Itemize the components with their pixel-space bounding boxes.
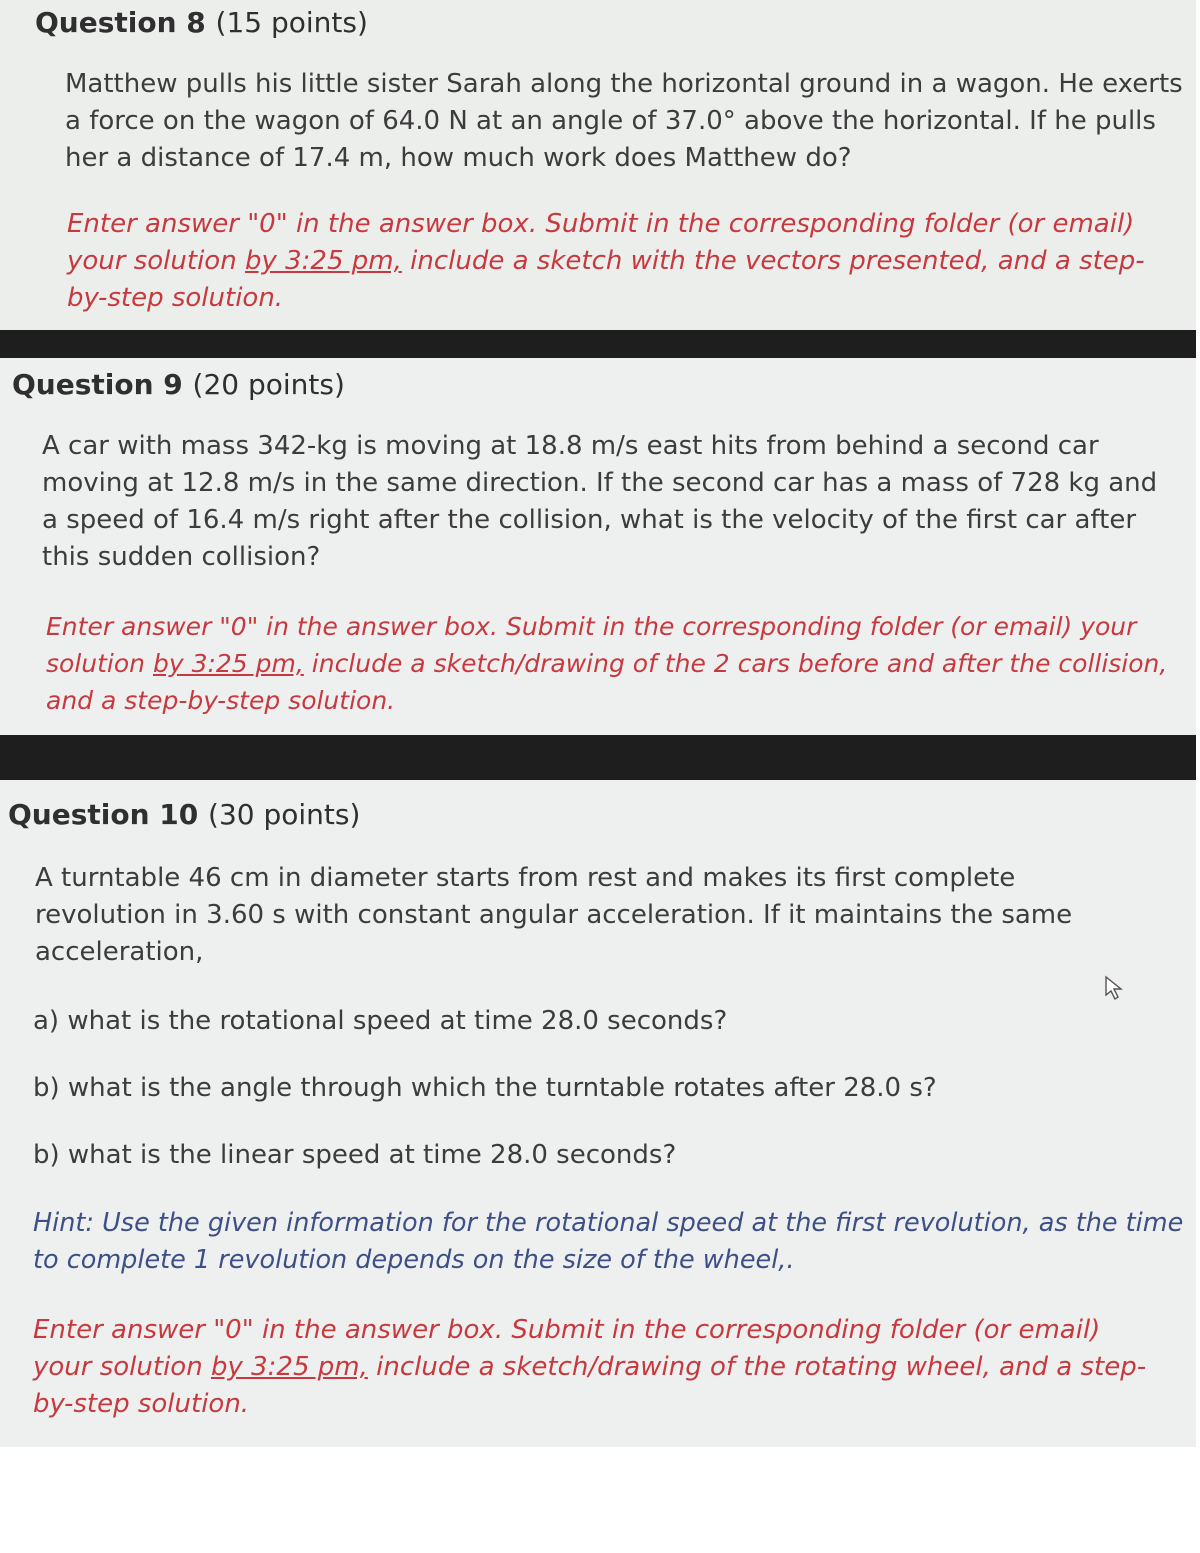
instructions-text-end: include a sketch with the vectors presented, and a step-by-step solution. bbox=[67, 246, 1145, 313]
instructions-text: Enter answer "0" in the answer box. Submit in the corresponding folder (or email) your solution bbox=[46, 612, 1137, 678]
question-10-hint: Hint: Use the given information for the rotational speed at the first revolution, as the time to complete 1 revolution depends on the size of the wheel,. bbox=[33, 1208, 1184, 1275]
deadline-text: by 3:25 pm, bbox=[210, 1352, 368, 1382]
deadline-text: by 3:25 pm, bbox=[152, 649, 304, 678]
question-9-heading bbox=[12, 368, 345, 401]
question-8-panel bbox=[0, 0, 1196, 330]
separator-bar bbox=[0, 330, 1196, 358]
question-10-heading bbox=[8, 798, 360, 831]
question-9-title: Question 9 bbox=[12, 368, 183, 401]
question-10-title: Question 10 bbox=[8, 798, 199, 831]
question-9-panel bbox=[0, 358, 1196, 735]
question-8-heading bbox=[35, 6, 368, 39]
question-9-text: A car with mass 342-kg is moving at 18.8 m/s east hits from behind a second car moving at 12.8 m/s in the same direction. If the second car has a mass of 728 kg and a speed of 16.4 m/s right after the collision, what is the velocity of the first car after this sudden collision? bbox=[42, 431, 1158, 572]
mouse-pointer-icon bbox=[1103, 975, 1125, 1001]
question-9-instructions bbox=[46, 608, 1196, 719]
question-10-text: A turntable 46 cm in diameter starts from rest and makes its first complete revolution in 3.60 s with constant angular acceleration. If it maintains the same acceleration, bbox=[35, 863, 1073, 967]
question-8-text: Matthew pulls his little sister Sarah along the horizontal ground in a wagon. He exerts a force on the wagon of 64.0 N at an angle of 37.0° above the horizontal. If he pulls her a distance of 17.4 m, how much work does Matthew do? bbox=[65, 69, 1183, 173]
question-8-title: Question 8 bbox=[35, 6, 206, 39]
question-10-instructions bbox=[33, 1312, 1153, 1423]
instructions-text: Enter answer "0" in the answer box. Submit in the corresponding folder (or email) your solution bbox=[67, 209, 1135, 276]
question-10-part-a: a) what is the rotational speed at time 28.0 seconds? bbox=[33, 1006, 728, 1036]
separator-bar bbox=[0, 735, 1196, 780]
question-8-points: (15 points) bbox=[215, 6, 368, 39]
instructions-text-end: include a sketch/drawing of the rotating wheel, and a step-by-step solution. bbox=[33, 1352, 1147, 1419]
question-8-instructions bbox=[67, 206, 1182, 317]
question-10-points: (30 points) bbox=[208, 798, 361, 831]
question-10-part-c: b) what is the linear speed at time 28.0 seconds? bbox=[33, 1140, 677, 1170]
question-9-points: (20 points) bbox=[192, 368, 345, 401]
instructions-text: Enter answer "0" in the answer box. Submit in the corresponding folder (or email) your solution bbox=[33, 1315, 1101, 1382]
deadline-text: by 3:25 pm, bbox=[244, 246, 402, 276]
question-10-part-b: b) what is the angle through which the turntable rotates after 28.0 s? bbox=[33, 1073, 937, 1103]
instructions-text-end: include a sketch/drawing of the 2 cars before and after the collision, and a step-by-step solution. bbox=[46, 649, 1168, 715]
question-10-panel bbox=[0, 780, 1196, 1447]
